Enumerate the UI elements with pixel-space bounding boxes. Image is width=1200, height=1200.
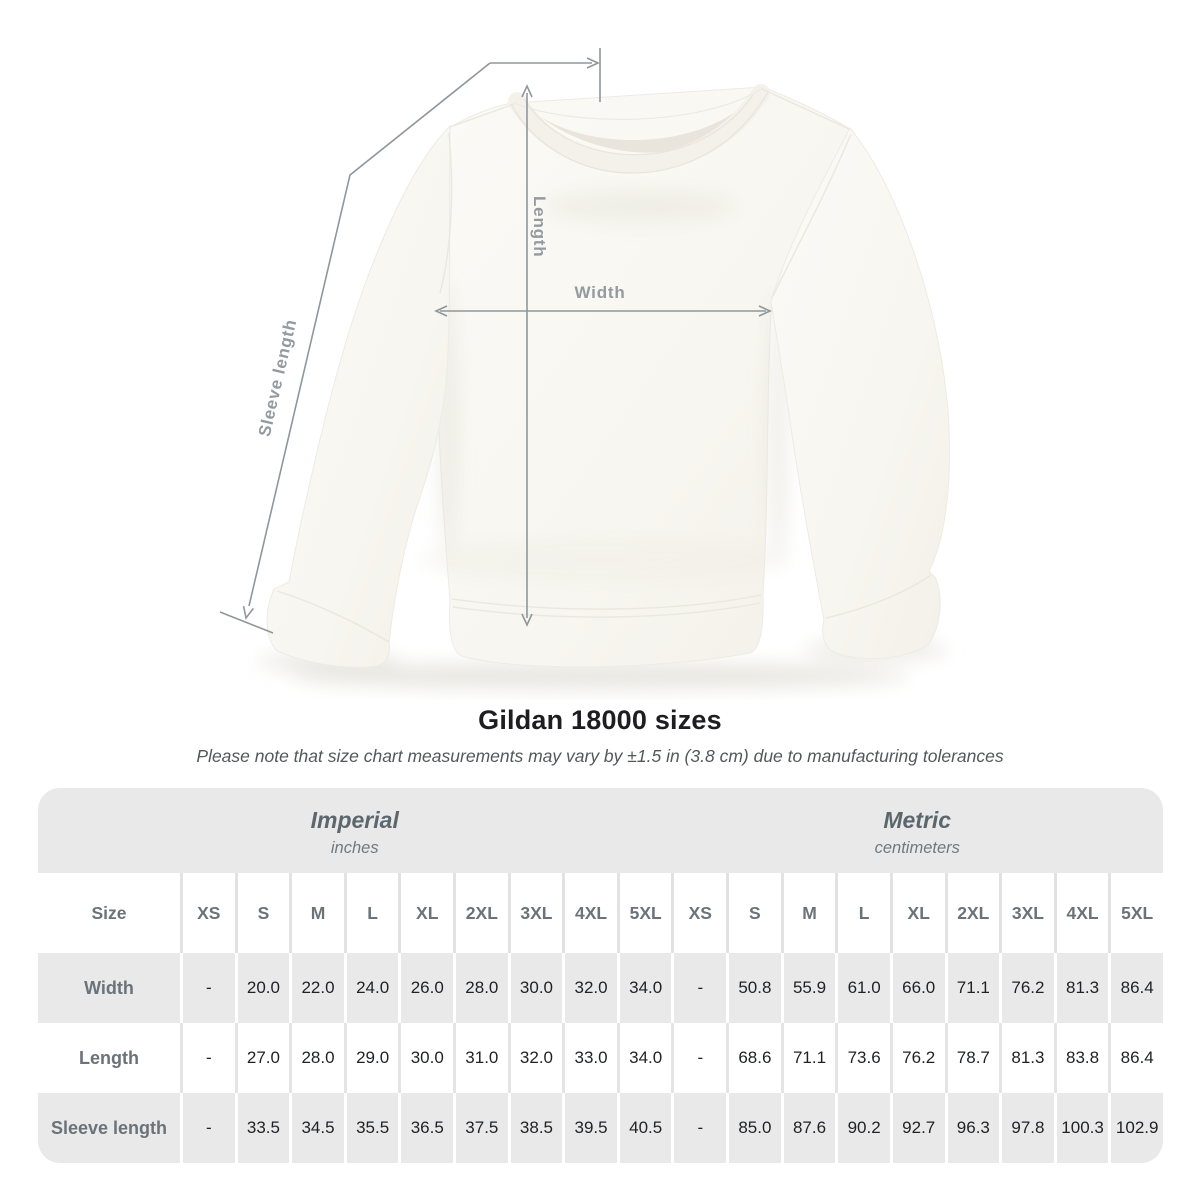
cell: 100.3 — [1054, 1093, 1109, 1163]
size-chart-card — [38, 788, 1163, 1163]
page-title: Gildan 18000 sizes — [478, 705, 722, 735]
metric-group-header — [671, 788, 1163, 873]
cell: 68.6 — [726, 1023, 781, 1093]
cell: 33.5 — [235, 1093, 290, 1163]
table-row-sleeve-length — [38, 1093, 1163, 1163]
cell: 86.4 — [1108, 1023, 1163, 1093]
cell: 86.4 — [1108, 953, 1163, 1023]
cell: 31.0 — [453, 1023, 508, 1093]
col-header: M — [289, 873, 344, 953]
sleeve-length-label: Sleeve length — [254, 317, 301, 439]
cell: 34.5 — [289, 1093, 344, 1163]
cell: 26.0 — [398, 953, 453, 1023]
cell: - — [180, 953, 235, 1023]
title-block — [0, 704, 1200, 767]
cell: 71.1 — [781, 1023, 836, 1093]
length-label: Length — [530, 196, 549, 258]
corner-header: Size — [38, 873, 180, 953]
cell: 27.0 — [235, 1023, 290, 1093]
cell: 76.2 — [999, 953, 1054, 1023]
col-header: M — [781, 873, 836, 953]
cell: 30.0 — [398, 1023, 453, 1093]
col-header: 3XL — [999, 873, 1054, 953]
col-header: 4XL — [562, 873, 617, 953]
col-header: XS — [671, 873, 726, 953]
cell: 37.5 — [453, 1093, 508, 1163]
col-header: XL — [398, 873, 453, 953]
cell: 87.6 — [781, 1093, 836, 1163]
cell: 33.0 — [562, 1023, 617, 1093]
cell: 81.3 — [1054, 953, 1109, 1023]
col-header: S — [726, 873, 781, 953]
cell: 40.5 — [617, 1093, 672, 1163]
cell: 28.0 — [289, 1023, 344, 1093]
cell: 30.0 — [508, 953, 563, 1023]
table-row-length — [38, 1023, 1163, 1093]
width-label: Width — [574, 283, 626, 302]
cell: 50.8 — [726, 953, 781, 1023]
cell: 76.2 — [890, 1023, 945, 1093]
cell: - — [671, 1093, 726, 1163]
cell: - — [671, 953, 726, 1023]
imperial-group-header — [38, 788, 671, 873]
cell: 83.8 — [1054, 1023, 1109, 1093]
table-row-width — [38, 953, 1163, 1023]
col-header: XS — [180, 873, 235, 953]
cell: 97.8 — [999, 1093, 1054, 1163]
col-header: 3XL — [508, 873, 563, 953]
col-header: XL — [890, 873, 945, 953]
row-label: Width — [38, 953, 180, 1023]
imperial-unit: inches — [330, 839, 379, 857]
cell: 102.9 — [1108, 1093, 1163, 1163]
cell: 78.7 — [945, 1023, 1000, 1093]
cell: 39.5 — [562, 1093, 617, 1163]
tolerance-note: Please note that size chart measurements may vary by ±1.5 in (3.8 cm) due to manufacturing tolerances — [196, 746, 1004, 766]
size-header-row — [38, 873, 1163, 953]
cuff-tick-line — [220, 612, 273, 633]
unit-group-band — [38, 788, 1163, 873]
col-header: 4XL — [1054, 873, 1109, 953]
size-table — [38, 873, 1163, 1163]
col-header: 5XL — [617, 873, 672, 953]
cell: - — [671, 1023, 726, 1093]
imperial-label: Imperial — [310, 807, 399, 833]
col-header: L — [835, 873, 890, 953]
col-header: 5XL — [1108, 873, 1163, 953]
metric-label: Metric — [883, 807, 952, 833]
cell: 20.0 — [235, 953, 290, 1023]
cell: 66.0 — [890, 953, 945, 1023]
cell: 61.0 — [835, 953, 890, 1023]
cell: - — [180, 1023, 235, 1093]
cell: 32.0 — [508, 1023, 563, 1093]
cell: 22.0 — [289, 953, 344, 1023]
cell: 71.1 — [945, 953, 1000, 1023]
cell: 85.0 — [726, 1093, 781, 1163]
left-sleeve — [267, 126, 450, 667]
row-label: Length — [38, 1023, 180, 1093]
cell: 81.3 — [999, 1023, 1054, 1093]
col-header: 2XL — [453, 873, 508, 953]
cell: 90.2 — [835, 1093, 890, 1163]
cell: 55.9 — [781, 953, 836, 1023]
cell: 34.0 — [617, 1023, 672, 1093]
col-header: L — [344, 873, 399, 953]
cell: 34.0 — [617, 953, 672, 1023]
cell: 38.5 — [508, 1093, 563, 1163]
cell: 28.0 — [453, 953, 508, 1023]
cell: 96.3 — [945, 1093, 1000, 1163]
cell: 24.0 — [344, 953, 399, 1023]
cell: - — [180, 1093, 235, 1163]
col-header: S — [235, 873, 290, 953]
cell: 29.0 — [344, 1023, 399, 1093]
cell: 36.5 — [398, 1093, 453, 1163]
cell: 73.6 — [835, 1023, 890, 1093]
cell: 35.5 — [344, 1093, 399, 1163]
col-header: 2XL — [945, 873, 1000, 953]
row-label: Sleeve length — [38, 1093, 180, 1163]
cell: 32.0 — [562, 953, 617, 1023]
metric-unit: centimeters — [874, 839, 960, 857]
cell: 92.7 — [890, 1093, 945, 1163]
